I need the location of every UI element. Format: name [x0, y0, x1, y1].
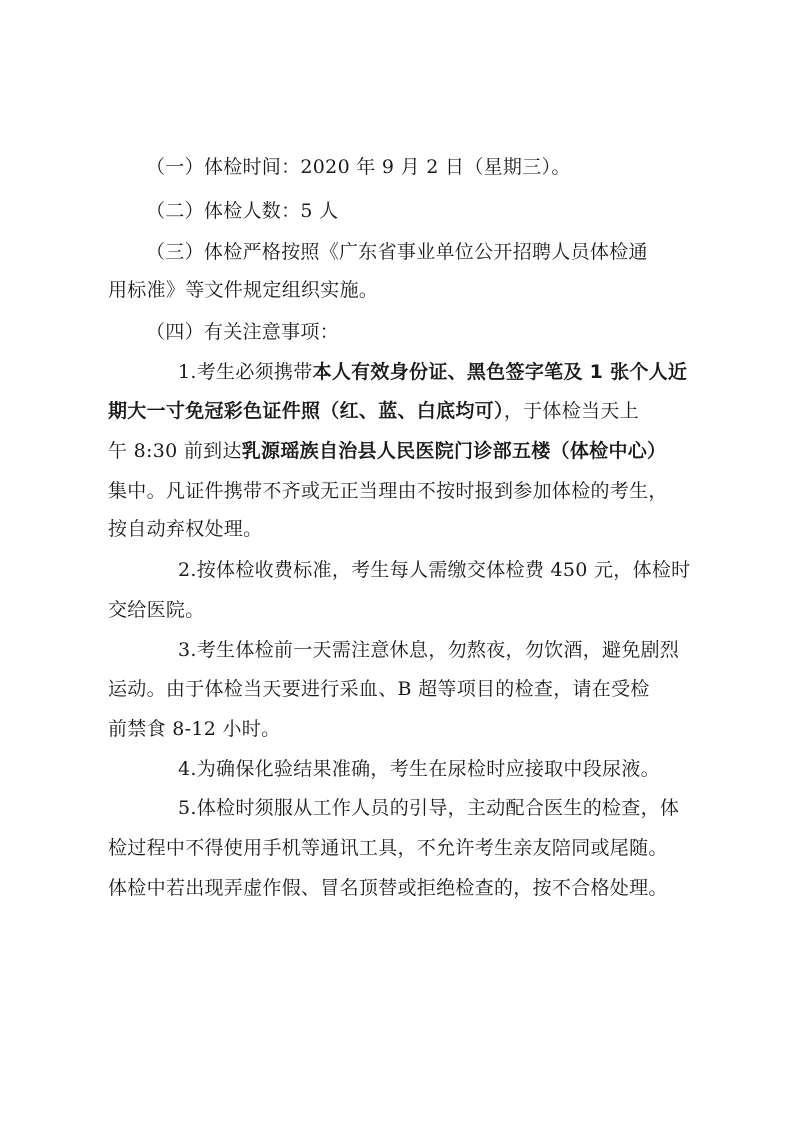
item1-line1: [178, 358, 687, 386]
item4-line1: 4.为确保化验结果准确，考生在尿检时应接取中段尿液。: [178, 758, 660, 780]
item1-line5: 按自动弃权处理。: [108, 518, 263, 540]
item3-line1: 3.考生体检前一天需注意休息，勿熬夜，勿饮酒，避免剧烈: [178, 639, 680, 661]
item3-line2: 运动。由于体检当天要进行采血、B 超等项目的检查，请在受检: [108, 678, 650, 700]
item5-line1: 5.体检时须服从工作人员的引导，主动配合医生的检查，体: [178, 797, 680, 819]
item2-line2: 交给医院。: [108, 599, 205, 621]
item5-line2: 检过程中不得使用手机等通讯工具，不允许考生亲友陪同或尾随。: [108, 837, 668, 859]
item1-line2-text: ，于体检当天上: [503, 400, 639, 422]
item1-line1-bold: 本人有效身份证、黑色签字笔及 1 张个人近: [312, 361, 688, 383]
item1-line2-bold: 期大一寸免冠彩色证件照（红、蓝、白底均可）: [108, 400, 504, 422]
item1-line3-bold: 乳源瑶族自治县人民医院门诊部五楼（体检中心）: [241, 440, 667, 462]
item1-line3-text: 午 8:30 前到达: [108, 440, 242, 462]
section-notes-heading: （四）有关注意事项：: [146, 321, 340, 343]
item2-line1: 2.按体检收费标准，考生每人需缴交体检费 450 元，体检时: [178, 559, 691, 581]
item1-line2: [108, 397, 639, 425]
section-exam-count: （二）体检人数：5 人: [146, 200, 339, 222]
section-exam-standard-line1: （三）体检严格按照《广东省事业单位公开招聘人员体检通: [146, 241, 648, 263]
section-exam-standard-line2: 用标准》等文件规定组织实施。: [108, 279, 379, 301]
item3-line3: 前禁食 8-12 小时。: [108, 718, 281, 740]
section-exam-time: （一）体检时间：2020 年 9 月 2 日（星期三）。: [146, 156, 571, 178]
item1-line1-text: 1.考生必须携带: [178, 361, 313, 383]
item1-line4: 集中。凡证件携带不齐或无正当理由不按时报到参加体检的考生，: [108, 480, 668, 502]
item1-line3: [108, 437, 666, 465]
item5-line3: 体检中若出现弄虚作假、冒名顶替或拒绝检查的，按不合格处理。: [108, 877, 668, 899]
